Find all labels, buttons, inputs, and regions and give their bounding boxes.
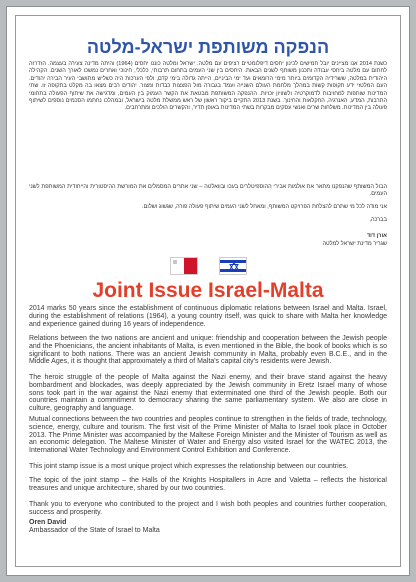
hebrew-signer-role: שגריר מדינת ישראל למלטה xyxy=(322,240,387,247)
english-paragraph-3: The heroic struggle of the people of Malta against the Nazi enemy, and their brave stand against the heavy bombardment and blockades, was deeply appreciated by the Jewish community in Eretz Israel many of whose sons took part in the war against the Nazi enemy that exterminated one third of the Jewish people. Both our countries maintain a commitment to democracy sharing the same parliamentary system. We also are close in culture, geography and language. xyxy=(29,374,387,413)
hebrew-paragraph-2: הבול המשותף שהנפקנו מתאר את אולמות אבירי ההוספיטלרים בעכו ובוואלטה – שני אתרים המסמלים את המורשת ההיסטורית והייחודית המשותפת לשני העמים. xyxy=(29,184,387,198)
hebrew-paragraph-3: אני מודה לכל מי שתרם להצלחת הפרויקט המשותף, ומאחל לשני העמים שיתוף פעולה פורה, שגשוג ושלום. xyxy=(142,204,387,210)
document-sheet xyxy=(6,6,410,576)
hebrew-signer-name: אורן דוד xyxy=(366,233,387,239)
english-signature xyxy=(29,519,160,535)
israel-flag-icon xyxy=(219,257,247,275)
english-paragraph-4: Mutual connections between the two countries and peoples continue to strengthen in the fields of trade, technology, science, energy, culture and tourism. The first visit of the Prime Minister of Malta to Israel took place in October 2013. The Prime Minister was accompanied by the Maltese Foreign Minister and the Minister of Tourism as well as an economic delegation. The Maltese Minister of Water and Energy also visited Israel for the WATEC 2013, the International Water Technology and Environment Control Exhibition and Conference. xyxy=(29,416,387,455)
english-signer-role: Ambassador of the State of Israel to Malta xyxy=(29,527,160,534)
hebrew-paragraph-1: כשנת 2014 אנו מציינים יובל חמישים לכינון יחסים דיפלומטיים רציפים עם מלטה. ישראל ומלטה כוננו יחסים (1964) והיתה מדינה צעירה בעצמה. הזדרזה לחתום עם מלטה ביחסי עבודה ותכנון משותף לשנים הבאות. היחסים בין שני העמים בתחום תרבותי, כלכלי, חינוכי ואחרים נמשכו לאורך השנים. הקהילה היהודית במלטה, ששרידיה הקדומים ביותר מימי הרומאים ועד ימי הביניים, הייתה גדולה בימי קדם, ולפי הערכות היה כשליש מתושבי העיר הבירה יהודים. העם המלטזי ידע תקופות קשות במהלך מלחמת העולם השנייה ועמד בגבורה מול הפצצות כבדות ומצור. יהודים רבים מצאו בה מקלט בתקופה זו. שתי המדינות שותפות למחויבות לדמוקרטיה ולשוויון זכויות. ההנפקה המשותפת מבטאת את הקשר העמוק בין העמים, ומדגישה את שיתוף הפעולה בתחומי התרבות, המדע, האנרגיה, החקלאות והחינוך. בשנת 2013 התקיים ביקור ראשון של ראש ממשלת מלטה בישראל, ובמהלכו נחתמו הסכמים נוספים לשיתוף פעולה בין המדינות. משלחות שרים ואנשי עסקים מבקרות בשתי המדינות באופן תדיר, והקשרים הולכים ומתרחבים. xyxy=(29,61,388,112)
english-paragraph-2: Relations between the two nations are ancient and unique: friendship and cooperation between the Jewish people and the Phoenicians, the ancient inhabitants of Malta, is even mentioned in the Bible, the book of books which is so significant to both nations. There was an ancient Jewish community in Malta, probably even B.C.E., and in the Middle Ages, it is thought that approximately a third of Malta's capital city's residents were Jewish. xyxy=(29,335,387,366)
english-signer-name: Oren David xyxy=(29,519,67,526)
english-paragraph-5: This joint stamp issue is a most unique project which expresses the relationship between our countries. xyxy=(29,463,349,470)
english-paragraph-7: Thank you to everyone who contributed to the project and I wish both peoples and countries further cooperation, success and prosperity. xyxy=(29,501,387,516)
hebrew-title: הנפקה משותפת ישראל-מלטה xyxy=(86,37,330,57)
english-title: Joint Issue Israel-Malta xyxy=(92,279,324,302)
hebrew-closing: בברכה, xyxy=(369,217,387,223)
english-paragraph-6: The topic of the joint stamp – the Halls of the Knights Hospitallers in Acre and Valetta – reflects the historical treasures and unique architecture, shared by our two countries. xyxy=(29,477,387,492)
english-paragraph-1: 2014 marks 50 years since the establishment of continuous diplomatic relations between Israel and Malta. Israel, during the establishment of relations (1964), a young country itself, was quick to share with Malta her knowledge and experience gained during 16 years of independence. xyxy=(29,305,387,328)
hebrew-signature xyxy=(322,233,387,248)
malta-flag-icon xyxy=(170,257,198,275)
